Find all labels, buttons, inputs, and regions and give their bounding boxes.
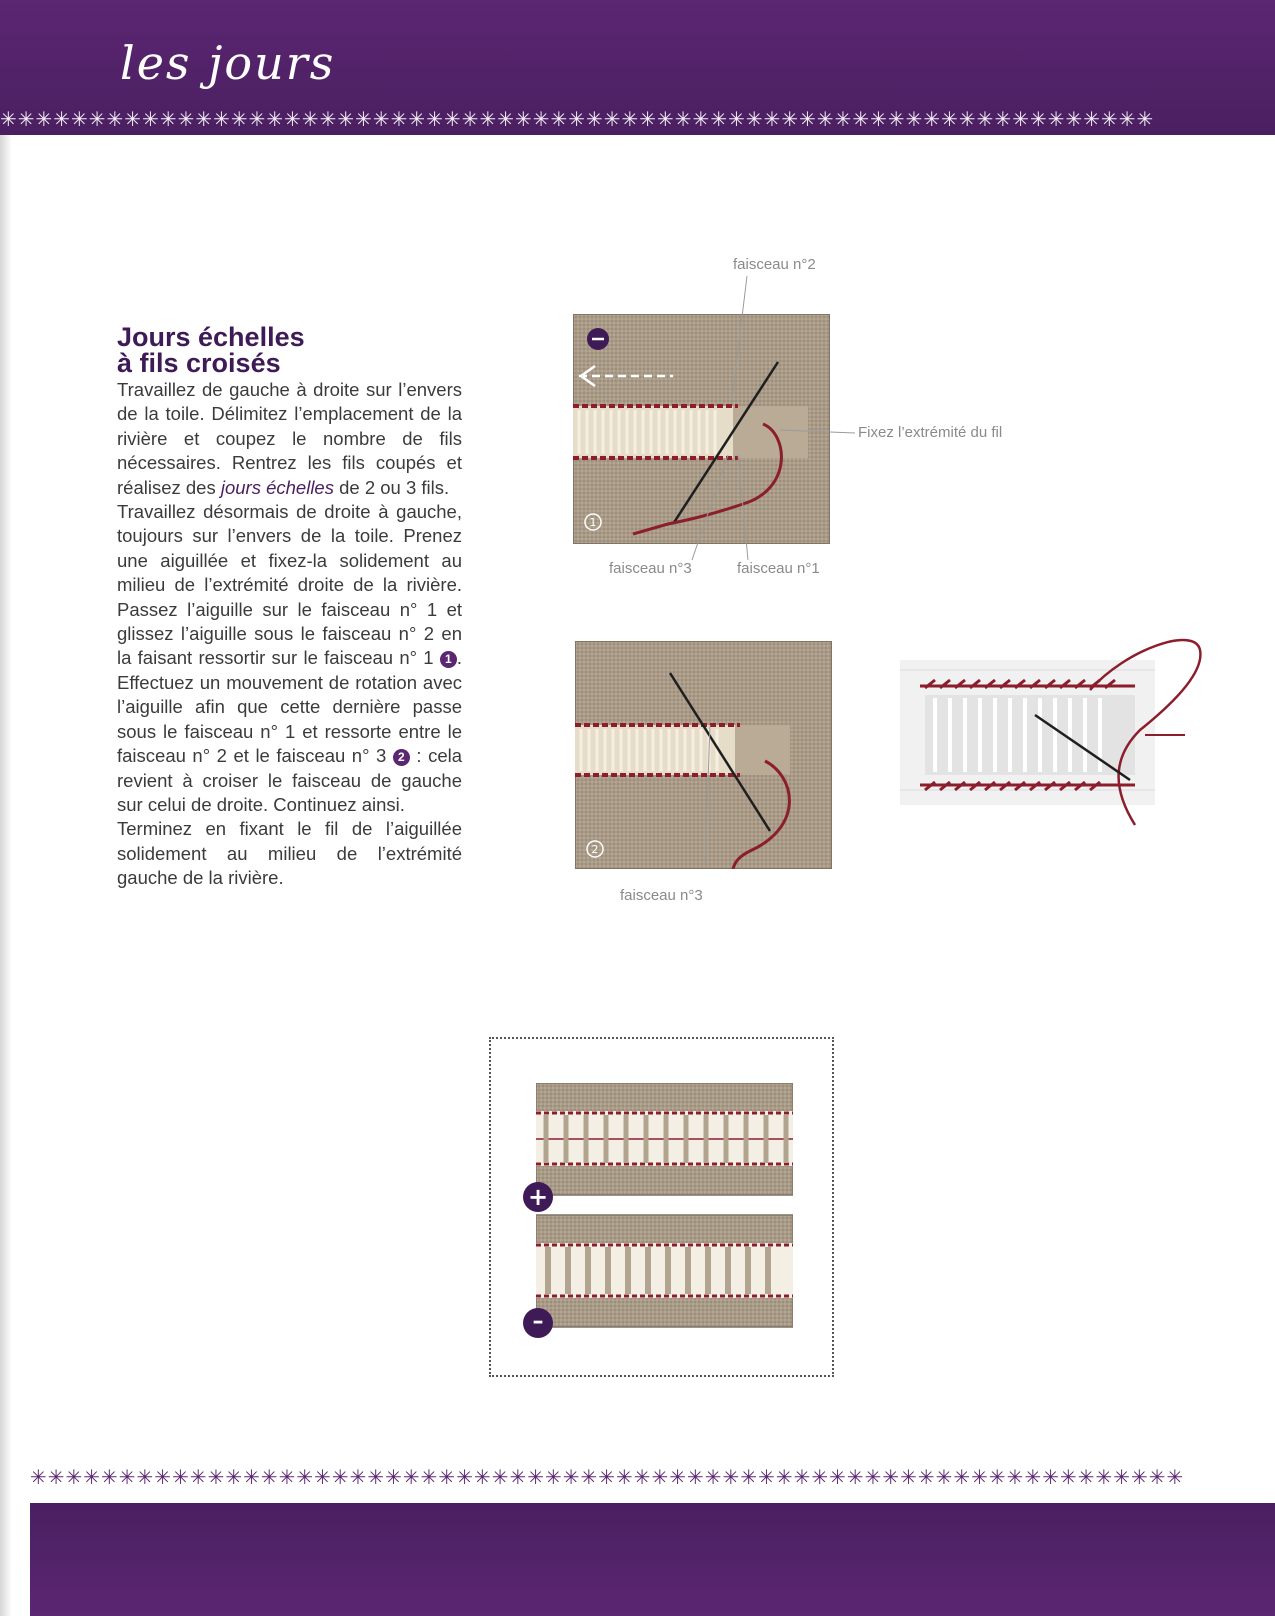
minus-badge: – (523, 1308, 553, 1338)
fig1-caption-faisceau-1: faisceau n°1 (737, 560, 820, 577)
emphasis-jours-echelles: jours échelles (220, 476, 334, 498)
page-edge-shadow (0, 0, 12, 1616)
fig2-caption-faisceau-3: faisceau n°3 (620, 887, 703, 904)
figure-step-2 (575, 641, 832, 869)
article-heading: Jours échelles à fils croisés (117, 322, 305, 378)
step-2-badge: 2 (393, 749, 410, 766)
figure-schematic (895, 630, 1205, 830)
paragraph-steps: Travaillez désormais de droite à gauche, toujours sur l’envers de la toile. Prenez une aiguillée et fixez-la solidement au milieu de l’extrémité droite de la rivière. Passez l’aiguille sur le faisceau n° 1 et glissez l’aiguille sous le faisceau n° 2 en la faisant ressortir sur le faisceau n° 1 1 . Effectuez un mouvement de rotation avec l’aiguille afin que cette dernière passe sous le faisceau n° 1 et ressorte entre le faisceau n° 2 et le faisceau n° 3 2 : cela revient à croiser le faisceau de gauche sur celui de droite. Continuez ainsi. (117, 501, 463, 815)
comparison-samples (536, 1083, 793, 1328)
fig1-caption-fix-thread: Fixez l’extrémité du fil (858, 424, 1003, 441)
fig1-caption-faisceau-2: faisceau n°2 (733, 256, 816, 273)
fig2-step-number: 2 (591, 843, 599, 856)
section-title: les jours (120, 36, 336, 90)
fig1-caption-faisceau-3: faisceau n°3 (609, 560, 692, 577)
paragraph-finish: Terminez en fixant le fil de l’aiguillée solidement au milieu de l’extrémité gauche de la rivière. (117, 818, 462, 889)
footer-band (30, 1503, 1275, 1616)
step-1-badge: 1 (440, 651, 457, 668)
footer-stitch-border: ✳✳✳✳✳✳✳✳✳✳✳✳✳✳✳✳✳✳✳✳✳✳✳✳✳✳✳✳✳✳✳✳✳✳✳✳✳✳✳✳✳✳✳✳✳✳✳✳✳✳✳✳✳✳✳✳✳✳✳✳✳✳✳✳✳ (30, 1466, 1185, 1488)
header-stitch-border: ✳✳✳✳✳✳✳✳✳✳✳✳✳✳✳✳✳✳✳✳✳✳✳✳✳✳✳✳✳✳✳✳✳✳✳✳✳✳✳✳✳✳✳✳✳✳✳✳✳✳✳✳✳✳✳✳✳✳✳✳✳✳✳✳✳ (0, 108, 1155, 130)
fig1-step-number: 1 (589, 516, 597, 529)
article-body (117, 378, 462, 891)
fig1-leader-lines (600, 270, 860, 570)
plus-badge: + (523, 1182, 553, 1212)
paragraph-intro: Travaillez de gauche à droite sur l’envers de la toile. Délimitez l’emplacement de la rivière et coupez le nombre de fils nécessaires. Rentrez les fils coupés et réalisez des jours échelles de 2 ou 3 fils. (117, 379, 462, 498)
